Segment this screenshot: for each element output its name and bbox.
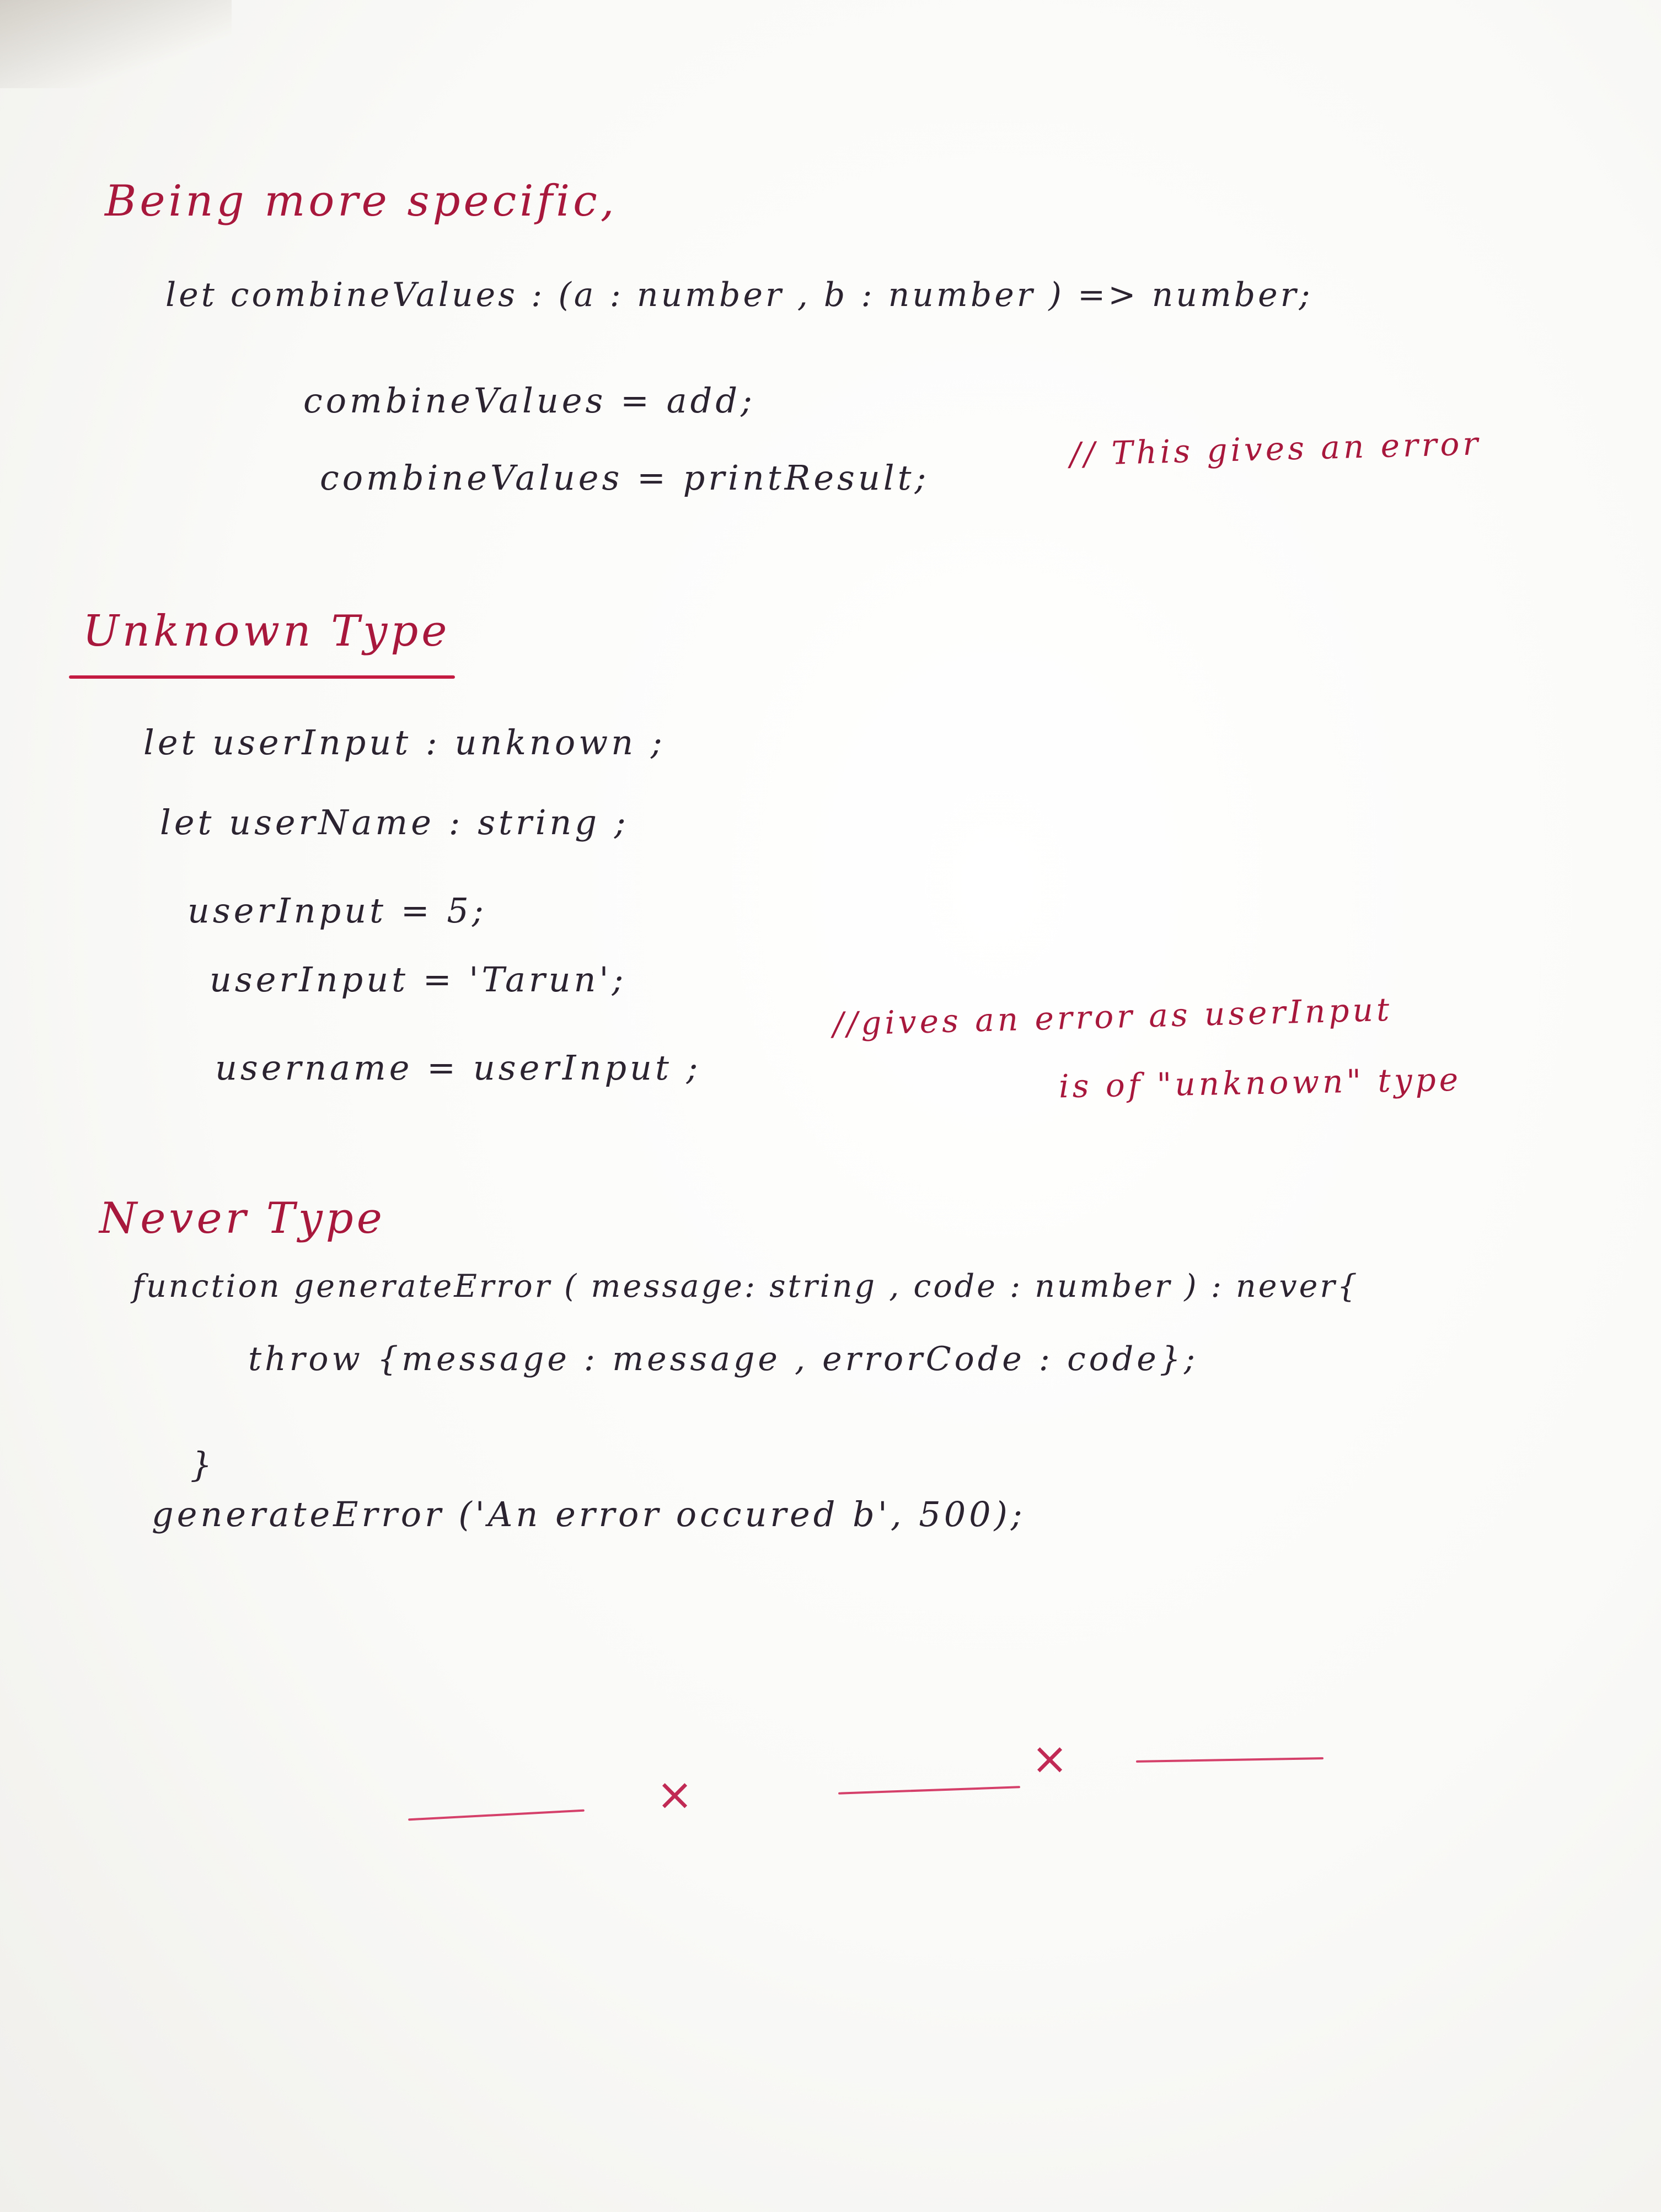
- section-heading-never-type: Never Type: [99, 1194, 385, 1243]
- end-dash-2: [838, 1786, 1020, 1795]
- page-corner-shadow: [0, 0, 232, 88]
- code-line-username-assign: username = userInput ;: [215, 1048, 701, 1088]
- comment-unknown-error-b: is of "unknown" type: [1058, 1060, 1462, 1105]
- code-line-userinput-tarun: userInput = 'Tarun';: [210, 959, 627, 1000]
- section-heading-specific: Being more specific,: [105, 176, 618, 226]
- end-dash-1: [408, 1810, 585, 1821]
- code-line-generate-error-call: generateError ('An error occured b', 500);: [152, 1494, 1026, 1534]
- code-line-combine-printresult: combineValues = printResult;: [320, 458, 930, 498]
- end-cross-mark-2: ×: [1031, 1733, 1069, 1784]
- comment-unknown-error-a: //gives an error as userInput: [832, 990, 1394, 1043]
- code-line-combine-values-decl: let combineValues : (a : number , b : number ) => number;: [165, 276, 1313, 314]
- code-line-combine-add: combineValues = add;: [303, 380, 756, 421]
- end-dash-3: [1136, 1757, 1324, 1763]
- section-heading-unknown-type: Unknown Type: [83, 606, 451, 656]
- heading-underline: [69, 675, 455, 679]
- code-line-userinput-decl: let userInput : unknown ;: [143, 722, 666, 763]
- code-line-throw: throw {message : message , errorCode : code};: [248, 1340, 1199, 1378]
- code-line-closing-brace: }: [190, 1445, 216, 1485]
- end-cross-mark-1: ×: [656, 1769, 694, 1820]
- comment-gives-error: // This gives an error: [1069, 425, 1482, 473]
- code-line-function-generate-error: function generateError ( message: string , code : number ) : never{: [132, 1268, 1359, 1304]
- code-line-username-decl: let userName : string ;: [160, 802, 629, 842]
- code-line-userinput-5: userInput = 5;: [187, 890, 487, 931]
